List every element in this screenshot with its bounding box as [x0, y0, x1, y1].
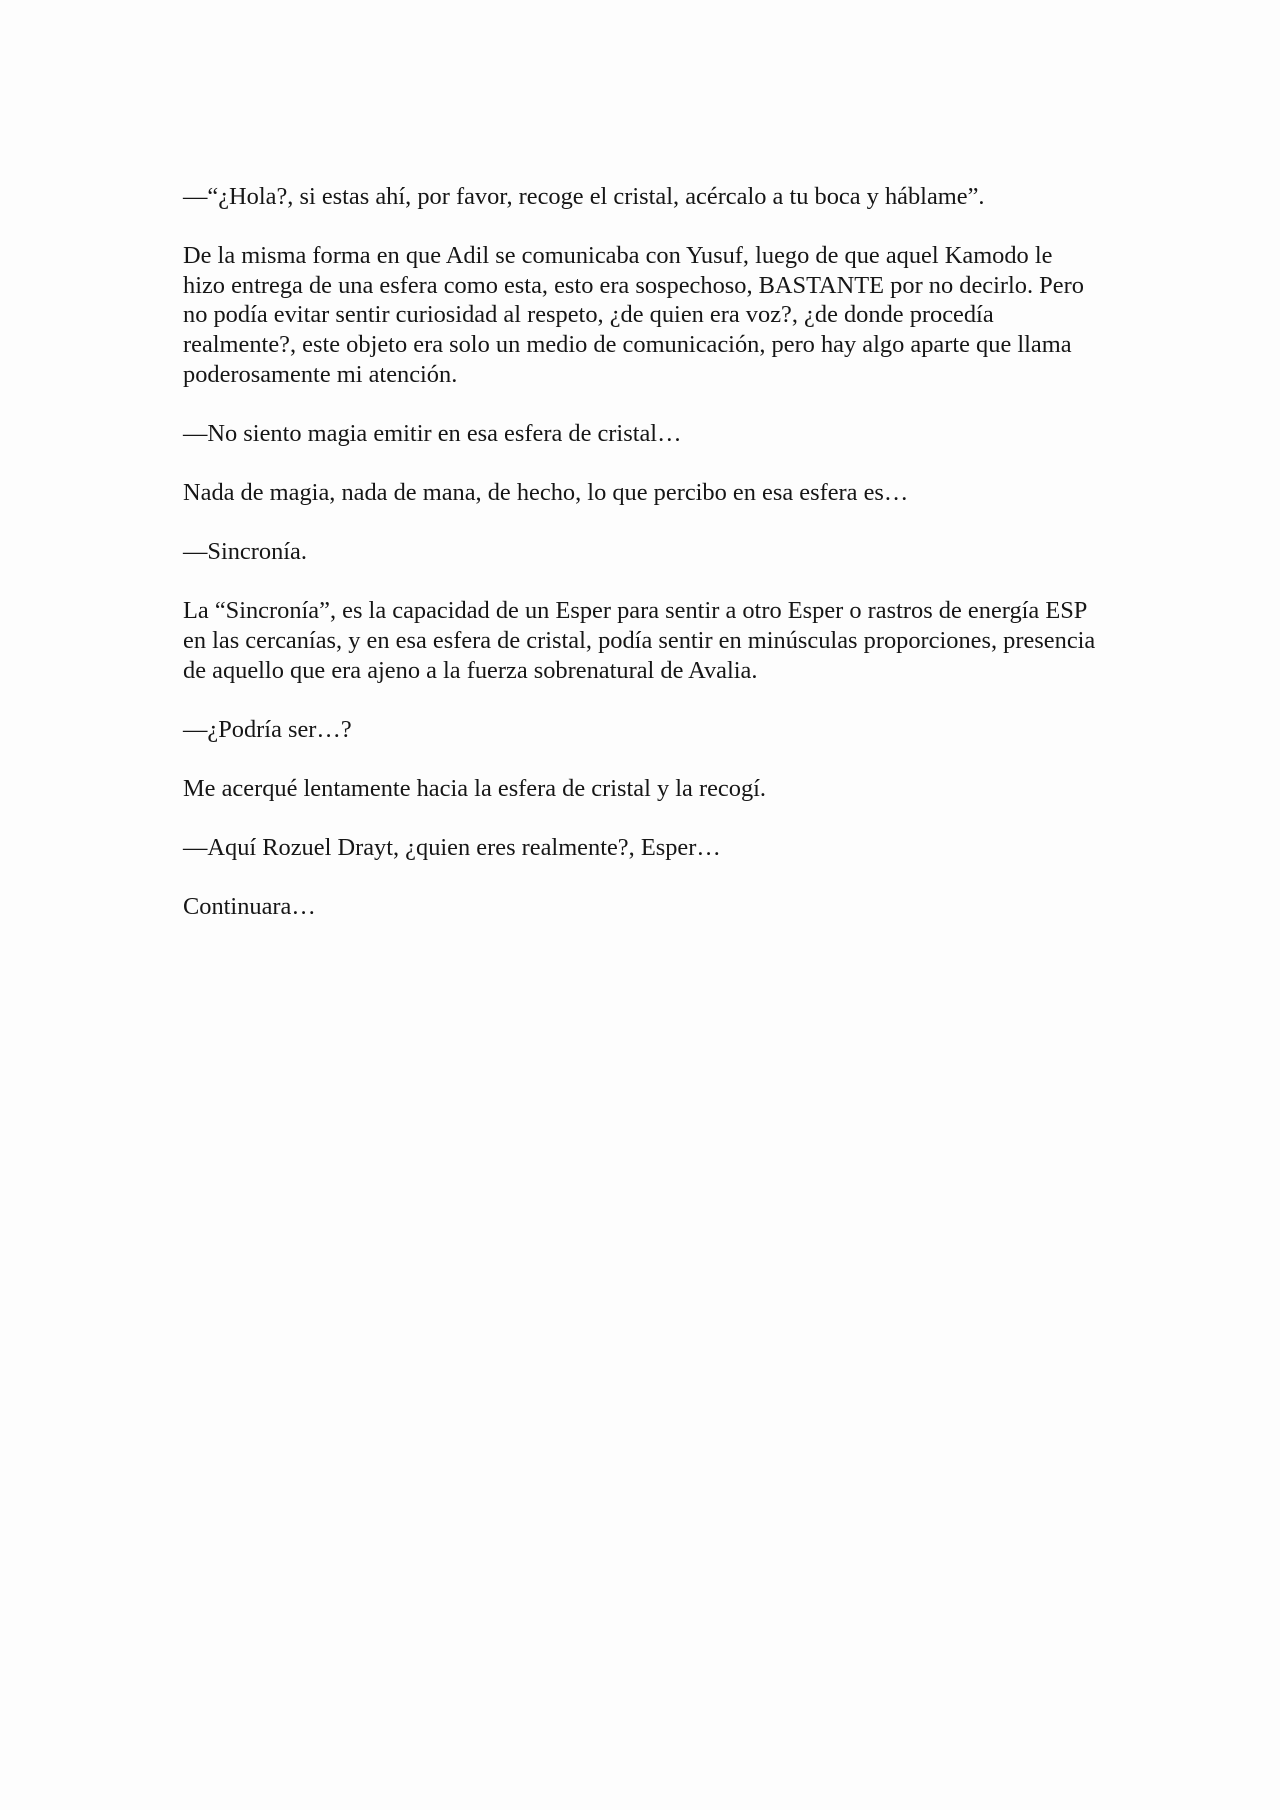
paragraph-dialogue-podria-ser: —¿Podría ser…?: [183, 715, 352, 743]
paragraph-continuara: Continuara…: [183, 893, 316, 921]
paragraph-nada-de-magia: Nada de magia, nada de mana, de hecho, lo que percibo en esa esfera es…: [183, 478, 909, 506]
paragraph-dialogue-rozuel: —Aquí Rozuel Drayt, ¿quien eres realmente?, Esper…: [183, 834, 721, 862]
paragraph-dialogue-sincronia: —Sincronía.: [183, 538, 307, 566]
paragraph-dialogue-magia: —No siento magia emitir en esa esfera de cristal…: [183, 419, 682, 447]
paragraph-dialogue-hola: —“¿Hola?, si estas ahí, por favor, recoge el cristal, acércalo a tu boca y háblame”.: [183, 183, 985, 210]
paragraph-adil-yusuf: De la misma forma en que Adil se comunicaba con Yusuf, luego de que aquel Kamodo le hizo entrega de una esfera como esta, esto era sospechoso, BASTANTE por no decirlo. Pero no podía evitar sentir curiosidad al respeto, ¿de quien era voz?, ¿de donde procedía realmente?, este objeto era solo un medio de comunicación, pero hay algo aparte que llama poderosamente mi atención.: [183, 242, 1084, 388]
paragraph-sincronia-definition: La “Sincronía”, es la capacidad de un Esper para sentir a otro Esper o rastros de energía ESP en las cercanías, y en esa esfera de cristal, podía sentir en minúsculas proporciones, presencia de aquello que era ajeno a la fuerza sobrenatural de Avalia.: [183, 597, 1096, 684]
document-body: [183, 182, 1098, 922]
paragraph-me-acerque: Me acerqué lentamente hacia la esfera de cristal y la recogí.: [183, 774, 767, 802]
